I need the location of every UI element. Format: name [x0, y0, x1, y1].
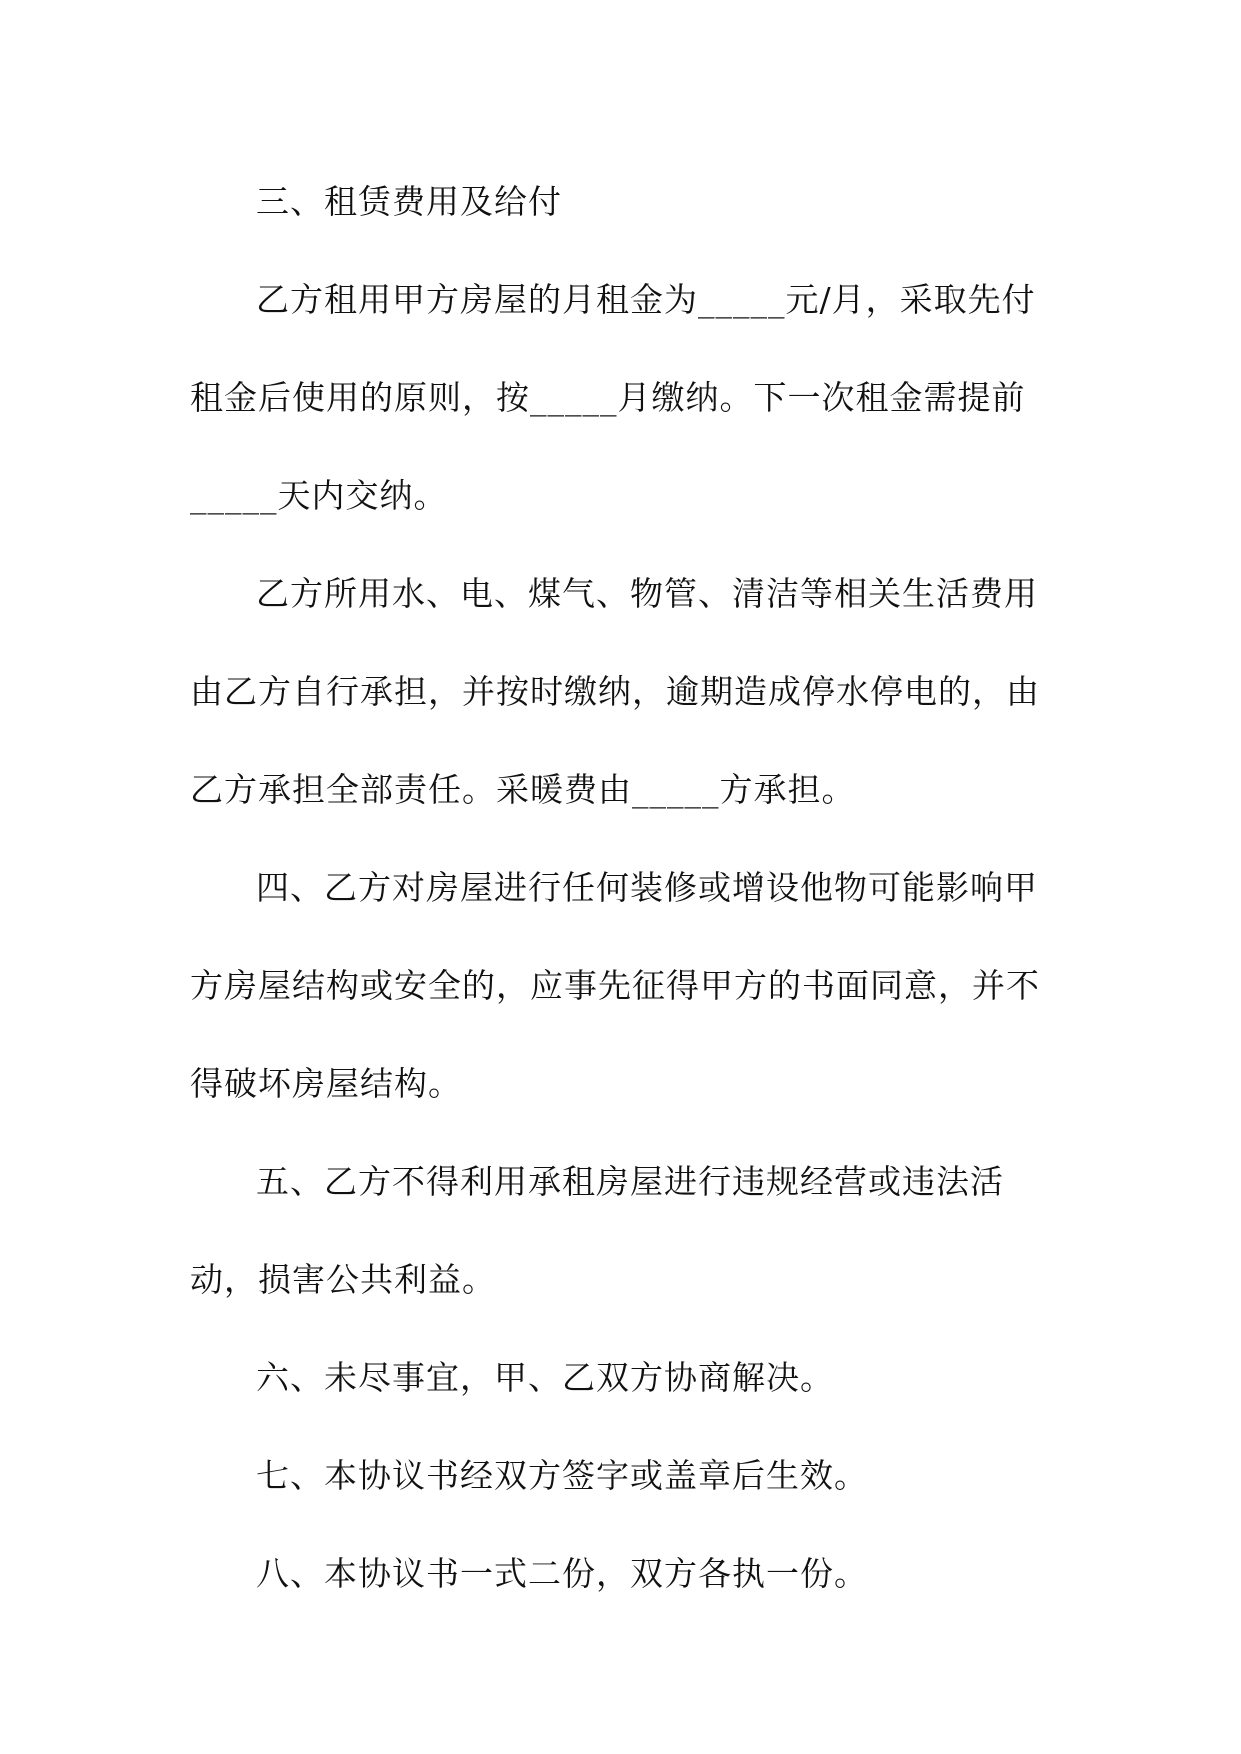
rent-paragraph-line-2: 租金后使用的原则，按_____月缴纳。下一次租金需提前: [190, 378, 1026, 417]
rent-paragraph-line-1: 乙方租用甲方房屋的月租金为_____元/月，采取先付: [256, 280, 1036, 319]
utilities-paragraph-line-3: 乙方承担全部责任。采暖费由_____方承担。: [190, 770, 856, 809]
section-4-line-2: 方房屋结构或安全的，应事先征得甲方的书面同意，并不: [190, 966, 1040, 1005]
utilities-paragraph-line-2: 由乙方自行承担，并按时缴纳，逾期造成停水停电的，由: [190, 672, 1040, 711]
section-5-line-2: 动，损害公共利益。: [190, 1260, 496, 1299]
section-8: 八、本协议书一式二份，双方各执一份。: [256, 1554, 868, 1593]
section-4-line-1: 四、乙方对房屋进行任何装修或增设他物可能影响甲: [256, 868, 1038, 907]
utilities-paragraph-line-1: 乙方所用水、电、煤气、物管、清洁等相关生活费用: [256, 574, 1038, 613]
section-4-line-3: 得破坏房屋结构。: [190, 1064, 462, 1103]
section-3-heading: 三、租赁费用及给付: [256, 182, 562, 221]
rent-paragraph-line-3: _____天内交纳。: [190, 476, 448, 515]
section-5-line-1: 五、乙方不得利用承租房屋进行违规经营或违法活: [256, 1162, 1004, 1201]
section-7: 七、本协议书经双方签字或盖章后生效。: [256, 1456, 868, 1495]
section-6: 六、未尽事宜，甲、乙双方协商解决。: [256, 1358, 834, 1397]
